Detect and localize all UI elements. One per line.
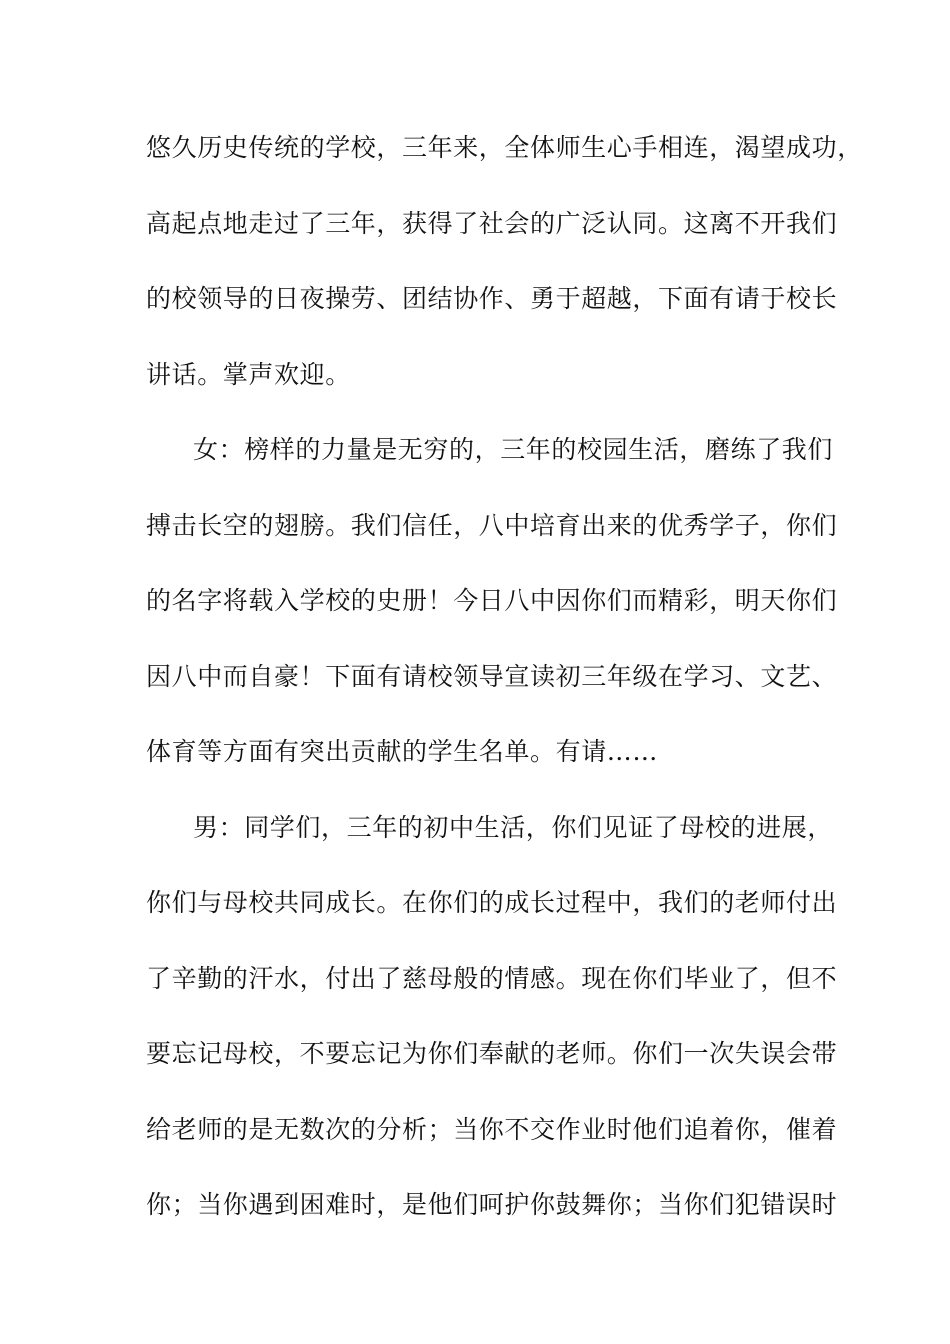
text-line: 搏击长空的翅膀。我们信任，八中培育出来的优秀学子，你们 xyxy=(146,510,838,540)
text-line: 你；当你遇到困难时，是他们呵护你鼓舞你；当你们犯错误时 xyxy=(146,1190,838,1219)
body-text xyxy=(146,123,863,1256)
text-line: 讲话。掌声欢迎。 xyxy=(146,359,351,389)
text-line: 的名字将载入学校的史册！今日八中因你们而精彩，明天你们 xyxy=(146,586,838,615)
paragraph-start-line: 女：榜样的力量是无穷的，三年的校园生活，磨练了我们 xyxy=(193,435,834,464)
paragraph-start-line: 男：同学们，三年的初中生活，你们见证了母校的进展， xyxy=(193,812,834,842)
text-line: 因八中而自豪！下面有请校领导宣读初三年级在学习、文艺、 xyxy=(146,661,838,691)
text-line: 你们与母校共同成长。在你们的成长过程中，我们的老师付出 xyxy=(146,888,838,917)
text-line: 体育等方面有突出贡献的学生名单。有请…… xyxy=(146,737,659,766)
text-line: 高起点地走过了三年，获得了社会的广泛认同。这离不开我们 xyxy=(146,208,838,238)
text-line: 给老师的是无数次的分析；当你不交作业时他们追着你，催着 xyxy=(146,1114,838,1144)
text-line: 要忘记母校，不要忘记为你们奉献的老师。你们一次失误会带 xyxy=(146,1039,838,1068)
text-line: 了辛勤的汗水，付出了慈母般的情感。现在你们毕业了，但不 xyxy=(146,963,838,993)
text-line: 悠久历史传统的学校，三年来，全体师生心手相连，渴望成功， xyxy=(146,133,863,162)
text-line: 的校领导的日夜操劳、团结协作、勇于超越，下面有请于校长 xyxy=(146,284,838,313)
